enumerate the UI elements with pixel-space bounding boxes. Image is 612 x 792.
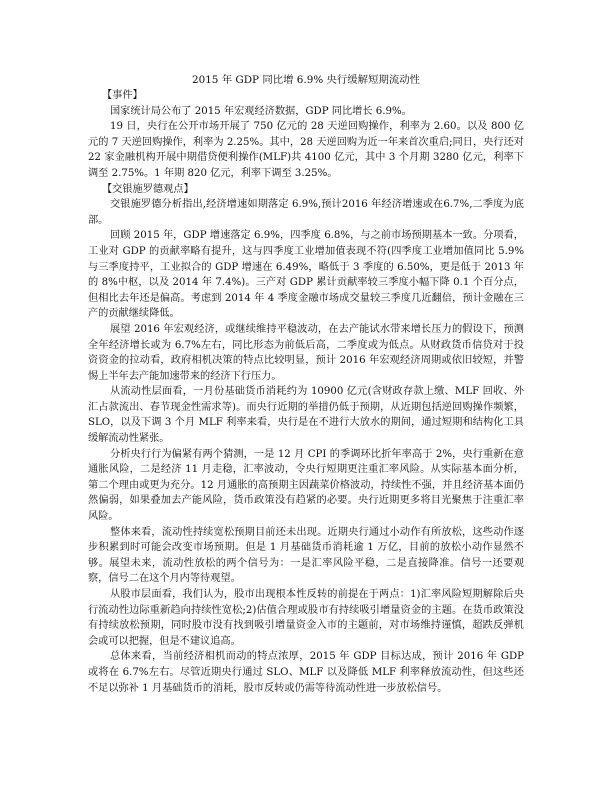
paragraph: 回顾 2015 年，GDP 增速落定 6.9%，四季度 6.8%，与之前市场预期基本一致。分项看，工业对 GDP 的贡献率略有提升，这与四季度工业增加值表现不符(四季度工业增加值同比 5.9%与三季度持平，工业拟合的 GDP 增速在 6.49%，略低于 3 季度的 6.50%，更是低于 2013 年的 8%中枢，以及 2014 年 7.4%)。三产对 GDP 累计贡献率较三季度小幅下降 0.1 个百分点，但相比去年还是偏高。考虑到 2014 年 4 季度金融市场成交量较三季度几近翻倍，预计金融在三产的贡献继续降低。 [88, 230, 524, 320]
paragraph: 国家统计局公布了 2015 年宏观经济数据，GDP 同比增长 6.9%。 [110, 105, 412, 117]
paragraph: 整体来看，流动性持续宽松预期目前还未出现。近期央行通过小动作有所放松，这些动作逐步积累到时可能会改变市场预期。但是 1 月基础货币消耗逾 1 万亿，目前的放松小动作显然不够。展望未来，流动性放松的两个信号为：一是汇率风险平稳，二是直接降准。信号一还要观察，信号二在这个月内等待观望。 [88, 526, 524, 585]
paragraph: 总体来看，当前经济相机而动的特点浓厚，2015 年 GDP 目标达成，预计 2016 年 GDP 或将在 6.7%左右。尽管近期央行通过 SLO、MLF 以及降低 MLF 利率释放流动性，但这些还不足以弥补 1 月基础货币的消耗，股市反转或仍需等待流动性进一步放松信号。 [88, 651, 524, 694]
paragraph: 分析央行行为偏紧有两个猜测，一是 12 月 CPI 的季调环比折年率高于 2%，央行重新在意通胀风险，二是经济 11 月走稳，汇率波动，令央行短期更注重汇率风险。从实际基本面分析，第二个理由或更为充分。12 月通胀的高预期主因蔬菜价格波动，持续性不强，并且经济基本面仍然偏弱，如果叠加去产能风险，货币政策没有趋紧的必要。央行近期更多将目光聚焦于注重汇率风险。 [88, 448, 524, 523]
section-heading-event: 【事件】 [102, 90, 143, 101]
paragraph: 从股市层面看，我们认为，股市出现根本性反转的前提在于两点：1)汇率风险短期解除后央行流动性边际重新趋向持续性宽松;2)估值合理或股市有持续吸引增量资金的主题。在货币政策没有持续放松预期，同时股市没有找到吸引增量资金入市的主题前，对市场维持谨慎，超跌反弹机会或可以把握，但是不建议追高。 [88, 589, 524, 647]
document-title: 2015 年 GDP 同比增 6.9% 央行缓解短期流动性 [191, 74, 421, 86]
section-heading-opinion: 【交银施罗德观点】 [102, 183, 194, 195]
paragraph: 展望 2016 年宏观经济，或继续维持平稳波动，在去产能试水带来增长压力的假设下，预测全年经济增长或为 6.7%左右，同比形态为前低后高，二季度或为低点。从财政货币信贷对于投资资金的拉动看，政府相机决策的特点比较明显，预计 2016 年宏观经济周期或依旧较短，并警惕上半年去产能加速带来的经济下行压力。 [88, 323, 524, 382]
paragraph: 19 日，央行在公开市场开展了 750 亿元的 28 天逆回购操作，利率为 2.60。以及 800 亿元的 7 天逆回购操作，利率为 2.25%。其中，28 天逆回购为近一年来首次重启;同日，央行还对 22 家金融机构开展中期借贷便利操作(MLF)共 4100 亿元，其中 3 个月期 3280 亿元，利率下调至 2.75%。1 年期 820 亿元，利率下调至 3.25%。 [88, 121, 524, 179]
paragraph: 交银施罗德分析指出,经济增速如期落定 6.9%,预计2016 年经济增速或在6.7%,二季度为底部。 [88, 199, 524, 226]
document-body [88, 72, 524, 696]
paragraph: 从流动性层面看，一月份基础货币消耗约为 10900 亿元(含财政存款上缴、MLF 回收、外汇占款流出、春节现金性需求等)。而央行近期的举措仍低于预期，从近期包括逆回购操作频繁，SLO，以及下调 3 个月 MLF 利率来看，央行是在不进行大放水的期间，通过短期和结构化工具缓解流动性紧张。 [88, 386, 524, 445]
